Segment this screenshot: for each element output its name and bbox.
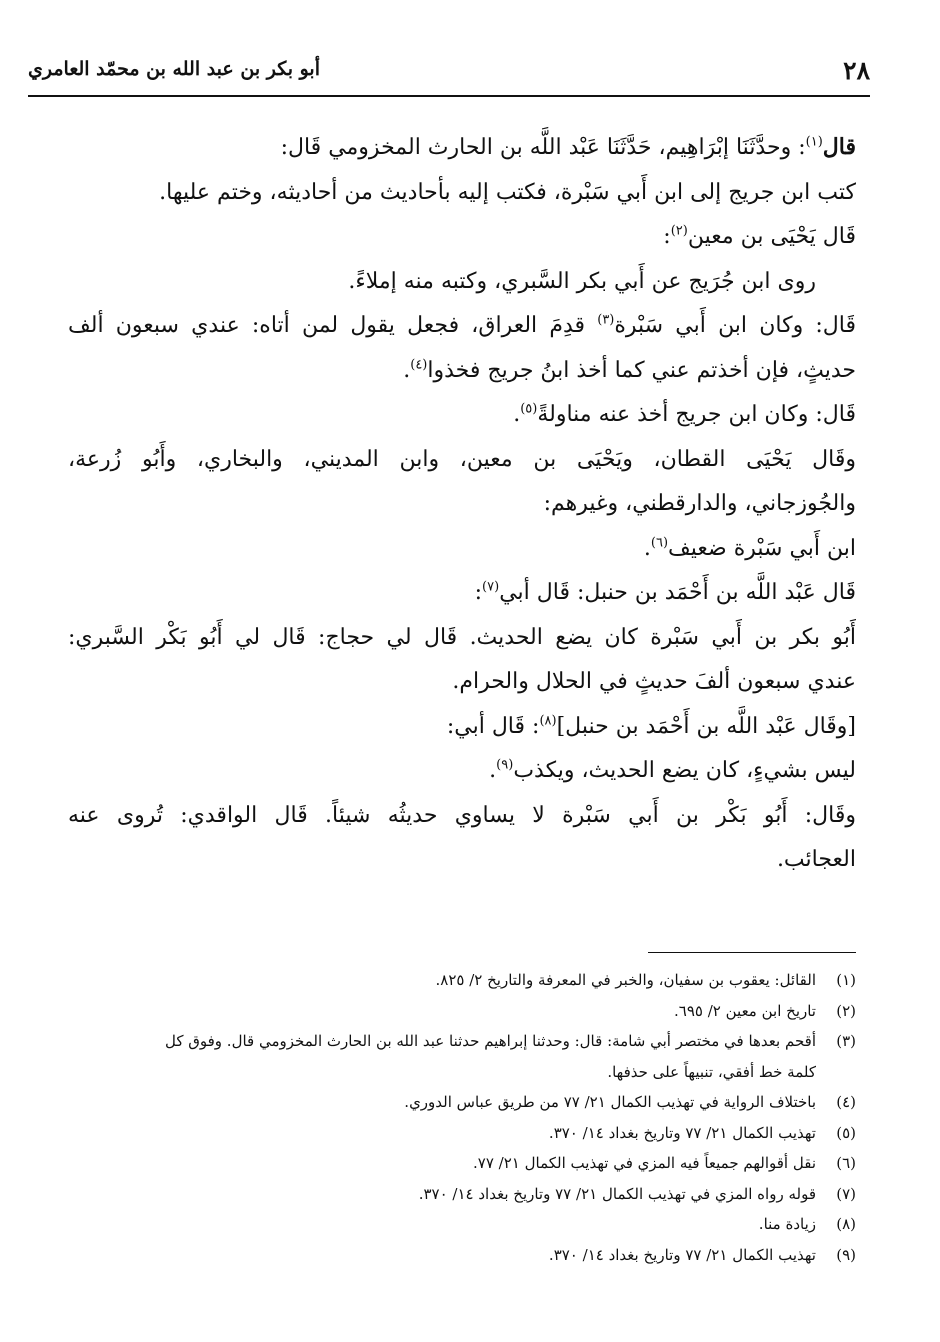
footnote-number: (١) [836, 971, 856, 989]
line-text: قَال: وكان ابن جريج أخذ عنه مناولةً [537, 402, 856, 427]
line-text: قَال عَبْد اللَّه بن أَحْمَد بن حنبل: قَال أبي [499, 580, 856, 605]
line-text: حديثٍ، فإن أخذتم عني كما أخذ ابنُ جريج فخذوا [427, 357, 856, 383]
text-line [68, 304, 856, 349]
text-line [68, 215, 856, 260]
footnote-number: (٨) [836, 1215, 856, 1233]
footnote-ref: (٥) [520, 401, 538, 417]
line-text: قدِمَ العراق، فجعل يقول لمن أتاه: عندي سبعون ألف [68, 313, 586, 338]
footnote-text: تهذيب الكمال ٢١/ ٧٧ وتاريخ بغداد ١٤/ ٣٧٠. [548, 1245, 816, 1264]
footnote-ref: (٨) [539, 713, 557, 729]
text-line: عندي سبعون ألفَ حديثٍ في الحلال والحرام. [452, 669, 856, 694]
footnote-number: (٧) [836, 1184, 856, 1203]
colon: : [663, 224, 671, 249]
footnote-text: زيادة منا. [758, 1215, 816, 1233]
text-line: العجائب. [776, 847, 856, 872]
footnote-text: قوله رواه المزي في تهذيب الكمال ٢١/ ٧٧ وتاريخ بغداد ١٤/ ٣٧٠. [418, 1184, 816, 1203]
line-text: وحدَّثَنَا إبْرَاهِيم، حَدَّثَنَا عَبْد اللَّه بن الحارث المخزومي قَال: [280, 135, 792, 160]
footnote-text: تهذيب الكمال ٢١/ ٧٧ وتاريخ بغداد ١٤/ ٣٧٠. [548, 1123, 816, 1142]
footnote-item [68, 996, 856, 1027]
footnote-number: (٥) [836, 1123, 856, 1142]
text-line [68, 349, 856, 394]
footnote-text: كلمة خط أفقي، تنبيهاً على حذفها. [607, 1062, 816, 1081]
running-title: أبو بكر بن عبد الله بن محمّد العامري [28, 58, 320, 80]
footnote-item [68, 1148, 856, 1179]
text-line [68, 125, 856, 171]
text-line: وقَال: أَبُو بَكْر بن أَبي سَبْرة لا يساوي حديثُه شيئاً. قَال الواقدي: تُروى عنه [68, 802, 856, 828]
main-text [68, 125, 856, 883]
text-line: أَبُو بكر بن أَبي سَبْرة كان يضع الحديث. قَال لي حجاج: قَال لي أَبُو بَكْر السَّبري: [68, 624, 856, 650]
line-text: [وقَال عَبْد اللَّه بن أَحْمَد بن حنبل] [556, 713, 856, 739]
footnote-item [68, 965, 856, 996]
footnote-item [68, 1118, 856, 1149]
line-text: قَال: وكان ابن أَبي سَبْرة [614, 313, 856, 338]
footnote-item [68, 1209, 856, 1240]
footnote-separator [648, 952, 856, 953]
footnote-item [68, 1179, 856, 1210]
line-text: قَال يَحْيَى بن معين [687, 224, 856, 249]
footnote-number: (٩) [836, 1245, 856, 1264]
period: . [489, 758, 497, 783]
period: . [513, 402, 521, 427]
text-line [68, 749, 856, 794]
page-header [28, 56, 870, 94]
text-line [68, 705, 856, 750]
footnote-text: نقل أقوالهم جميعاً فيه المزي في تهذيب الكمال ٢١/ ٧٧. [473, 1154, 816, 1172]
lead-word: قال [822, 134, 856, 160]
footnote-item [68, 1026, 856, 1087]
colon: : [474, 580, 483, 605]
footnote-ref: (٣) [597, 312, 615, 328]
text-line: وقَال يَحْيَى القطان، ويَحْيَى بن معين، وابن المديني، والبخاري، وأَبُو زُرعة، [68, 446, 856, 472]
period: . [643, 535, 651, 561]
footnote-ref: (٩) [496, 757, 514, 773]
colon: : [798, 135, 806, 160]
footnote-item [68, 1087, 856, 1118]
header-rule [28, 95, 870, 97]
text-line [68, 527, 856, 572]
page-number: ٢٨ [843, 56, 870, 85]
footnote-number: (٦) [836, 1154, 856, 1172]
footnote-text: أقحم بعدها في مختصر أبي شامة: قال: وحدثنا إبراهيم حدثنا عبد الله بن الحارث المخزومي قال. وفوق كل [164, 1032, 816, 1050]
line-text: ابن أَبي سَبْرة ضعيف [668, 535, 856, 561]
text-line: والجُوزجاني، والدارقطني، وغيرهم: [543, 491, 856, 516]
line-text: ليس بشيءٍ، كان يضع الحديث، ويكذب [513, 758, 856, 783]
text-line [68, 393, 856, 438]
line-text: : قَال أبي: [446, 713, 540, 739]
footnote-ref: (١) [805, 134, 823, 150]
footnote-number: (٢) [836, 1001, 856, 1020]
footnote-ref: (٧) [482, 579, 500, 595]
period: . [403, 357, 411, 383]
footnote-text: القائل: يعقوب بن سفيان، والخبر في المعرفة والتاريخ ٢/ ٨٢٥. [435, 971, 816, 989]
footnotes [68, 965, 856, 1270]
text-line: كتب ابن جريج إلى ابن أَبي سَبْرة، فكتب إليه بأحاديث من أحاديثه، وختم عليها. [159, 179, 856, 205]
footnote-ref: (٤) [410, 357, 428, 373]
footnote-ref: (٢) [670, 223, 688, 239]
footnote-item [68, 1240, 856, 1271]
text-line: روى ابن جُرَيج عن أَبي بكر السَّبري، وكتبه منه إملاءً. [348, 268, 816, 294]
footnote-text: باختلاف الرواية في تهذيب الكمال ٢١/ ٧٧ من طريق عباس الدوري. [404, 1093, 816, 1111]
footnote-number: (٤) [836, 1093, 856, 1111]
footnote-ref: (٦) [650, 535, 669, 551]
text-line [68, 571, 856, 616]
footnote-text: تاريخ ابن معين ٢/ ٦٩٥. [674, 1001, 816, 1020]
footnote-number: (٣) [836, 1032, 856, 1050]
